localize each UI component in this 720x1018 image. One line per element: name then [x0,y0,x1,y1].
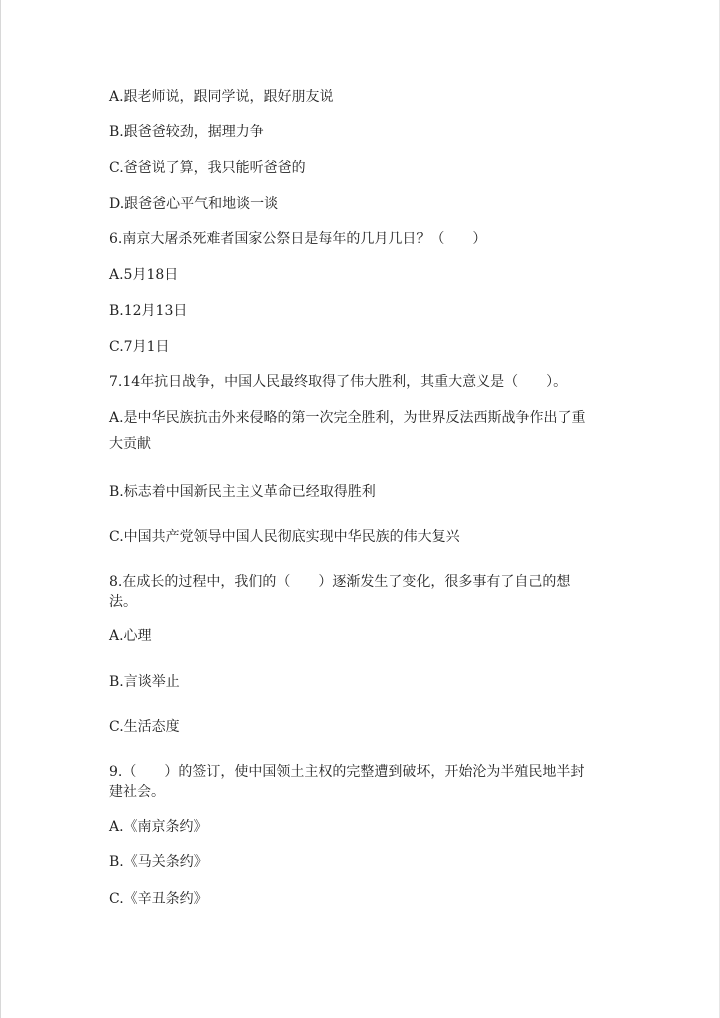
q5-option-d: D.跟爸爸心平气和地谈一谈 [109,196,279,212]
q7-option-a-line-1: A.是中华民族抗击外来侵略的第一次完全胜利，为世界反法西斯战争作出了重 [109,410,586,426]
q7-option-b: B.标志着中国新民主主义革命已经取得胜利 [109,484,376,500]
q5-option-c: C.爸爸说了算，我只能听爸爸的 [109,160,306,176]
q8-option-a: A.心理 [109,628,152,644]
q9-option-b: B.《马关条约》 [109,854,208,870]
q8-option-b: B.言谈举止 [109,674,180,690]
q8-option-c: C.生活态度 [109,719,180,735]
q7-option-c: C.中国共产党领导中国人民彻底实现中华民族的伟大复兴 [109,529,460,545]
question-7: 7.14年抗日战争，中国人民最终取得了伟大胜利，其重大意义是（ ）。 [109,374,568,390]
q9-option-a: A.《南京条约》 [109,819,208,835]
question-9-line-2: 建社会。 [109,784,165,800]
q6-option-b: B.12月13日 [109,303,188,319]
question-8-line-2: 法。 [109,594,137,610]
q5-option-b: B.跟爸爸较劲，据理力争 [109,124,264,140]
question-9-line-1: 9.（ ）的签订，使中国领土主权的完整遭到破坏，开始沦为半殖民地半封 [109,764,585,780]
question-8-line-1: 8.在成长的过程中，我们的（ ）逐渐发生了变化，很多事有了自己的想 [109,574,571,590]
q6-option-c: C.7月1日 [109,339,170,355]
q6-option-a: A.5月18日 [109,267,179,283]
q5-option-a: A.跟老师说，跟同学说，跟好朋友说 [109,89,334,105]
question-6: 6.南京大屠杀死难者国家公祭日是每年的几月几日？（ ） [109,231,487,247]
q9-option-c: C.《辛丑条约》 [109,891,208,907]
q7-option-a-line-2: 大贡献 [109,436,151,452]
